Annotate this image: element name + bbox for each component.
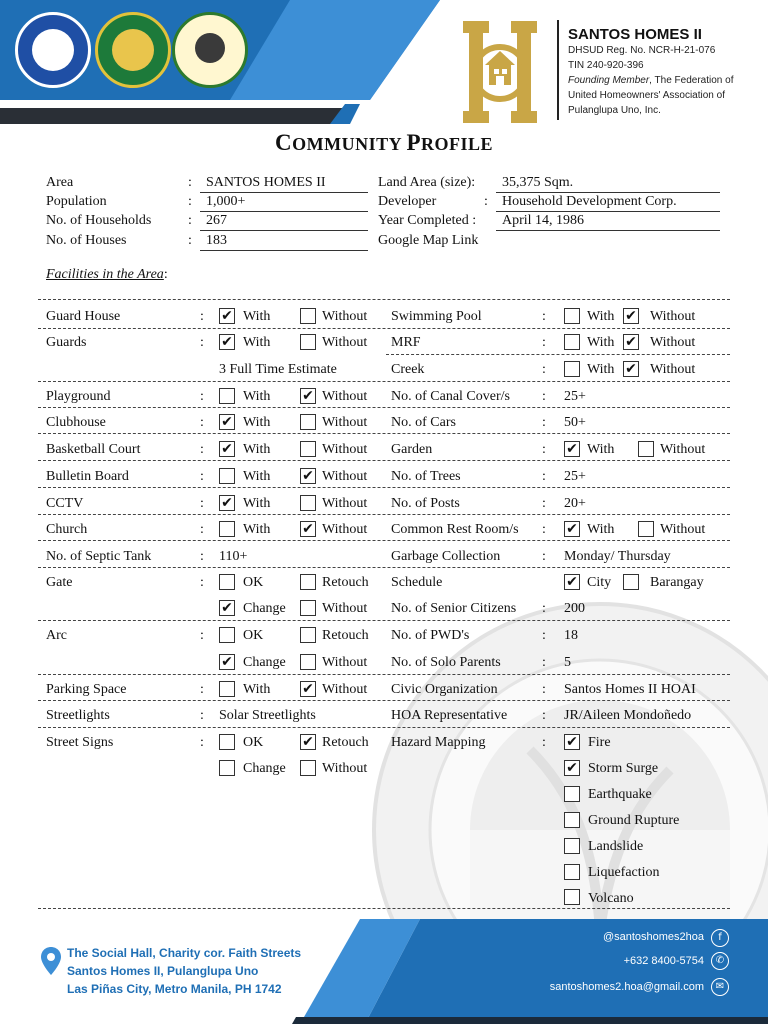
without-label: Without [660, 522, 706, 537]
with-label: With [243, 415, 271, 430]
with-label: With [243, 309, 271, 324]
colon: : [542, 655, 546, 670]
hazard-fire-label: Fire [588, 735, 611, 750]
hazard-ground-rupture-checkbox[interactable] [564, 812, 580, 828]
mrf-label: MRF [391, 335, 421, 350]
land-area-value: 35,375 Sqm. [502, 175, 574, 190]
schedule-city-checkbox[interactable]: ✔ [564, 574, 580, 590]
with-label: With [243, 496, 271, 511]
solo-parents-value: 5 [564, 655, 571, 670]
households-value: 267 [206, 213, 227, 228]
colon: : [542, 549, 546, 564]
colon: : [200, 335, 204, 350]
with-label: With [587, 442, 615, 457]
change-label: Change [243, 655, 286, 670]
parking-without-checkbox[interactable]: ✔ [300, 681, 316, 697]
pwd-value: 18 [564, 628, 578, 643]
civic-organization-value: Santos Homes II HOAI [564, 682, 696, 697]
without-label: Without [650, 309, 696, 324]
civic-organization-label: Civic Organization [391, 682, 498, 697]
guard-house-with-checkbox[interactable]: ✔ [219, 308, 235, 324]
gate-retouch-checkbox[interactable] [300, 574, 316, 590]
posts-value: 20+ [564, 496, 586, 511]
without-label: Without [660, 442, 706, 457]
guard-house-label: Guard House [46, 309, 121, 324]
without-label: Without [322, 335, 368, 350]
row-divider [38, 328, 730, 329]
houses-value: 183 [206, 233, 227, 248]
gate-without-checkbox[interactable] [300, 600, 316, 616]
arc-label: Arc [46, 628, 67, 643]
without-label: Without [650, 335, 696, 350]
row-divider [38, 487, 730, 488]
church-without-checkbox[interactable]: ✔ [300, 521, 316, 537]
streetlights-label: Streetlights [46, 708, 110, 723]
without-label: Without [322, 655, 368, 670]
colon: : [542, 362, 546, 377]
colon: : [188, 175, 192, 190]
federation-line-2: United Homeowners' Association of [568, 90, 725, 101]
septic-tank-value: 110+ [219, 549, 248, 564]
gate-ok-checkbox[interactable] [219, 574, 235, 590]
pwd-label: No. of PWD's [391, 628, 470, 643]
cars-label: No. of Cars [391, 415, 456, 430]
with-label: With [587, 335, 615, 350]
area-value: SANTOS HOMES II [206, 175, 326, 190]
email-icon[interactable]: ✉ [711, 978, 729, 996]
colon: : [542, 708, 546, 723]
retouch-label: Retouch [322, 575, 369, 590]
solo-parents-label: No. of Solo Parents [391, 655, 501, 670]
with-label: With [587, 309, 615, 324]
arc-without-checkbox[interactable] [300, 654, 316, 670]
barangay-label: Barangay [650, 575, 704, 590]
creek-label: Creek [391, 362, 425, 377]
tin: TIN 240-920-396 [568, 60, 644, 71]
basketball-without-checkbox[interactable] [300, 441, 316, 457]
garden-label: Garden [391, 442, 433, 457]
colon: : [200, 415, 204, 430]
trees-label: No. of Trees [391, 469, 461, 484]
septic-tank-label: No. of Septic Tank [46, 549, 152, 564]
streetlights-value: Solar Streetlights [219, 708, 316, 723]
garden-without-checkbox[interactable] [638, 441, 654, 457]
houses-label: No. of Houses [46, 233, 127, 248]
schedule-barangay-checkbox[interactable] [623, 574, 639, 590]
hazard-liquefaction-label: Liquefaction [588, 865, 660, 880]
city-of-las-pinas-seal-icon [95, 12, 171, 88]
street-signs-retouch-checkbox[interactable]: ✔ [300, 734, 316, 750]
row-divider [38, 460, 730, 461]
colon: : [200, 549, 204, 564]
without-label: Without [650, 362, 696, 377]
hazard-ground-rupture-label: Ground Rupture [588, 813, 680, 828]
guards-with-checkbox[interactable]: ✔ [219, 334, 235, 350]
hazard-storm-surge-checkbox[interactable]: ✔ [564, 760, 580, 776]
garbage-collection-label: Garbage Collection [391, 549, 501, 564]
colon: : [200, 575, 204, 590]
city-label: City [587, 575, 612, 590]
row-divider [38, 433, 730, 434]
land-area-label: Land Area (size): [378, 175, 476, 190]
creek-with-checkbox[interactable] [564, 361, 580, 377]
pool-with-checkbox[interactable] [564, 308, 580, 324]
address-line-1: The Social Hall, Charity cor. Faith Streets [67, 946, 302, 960]
without-label: Without [322, 761, 368, 776]
brand-block [568, 26, 733, 118]
senior-citizens-value: 200 [564, 601, 585, 616]
colon: : [200, 628, 204, 643]
row-divider [386, 354, 730, 355]
cars-value: 50+ [564, 415, 586, 430]
row-divider [38, 700, 730, 701]
cctv-with-checkbox[interactable]: ✔ [219, 495, 235, 511]
hoa-representative-label: HOA Representative [391, 708, 508, 723]
colon: : [542, 389, 546, 404]
without-label: Without [322, 389, 368, 404]
population-label: Population [46, 194, 107, 209]
without-label: Without [322, 469, 368, 484]
arc-ok-checkbox[interactable] [219, 627, 235, 643]
ok-label: OK [243, 628, 264, 643]
year-completed-underline [496, 230, 720, 231]
colon: : [484, 194, 488, 209]
street-signs-without-checkbox[interactable] [300, 760, 316, 776]
without-label: Without [322, 496, 368, 511]
brand-divider [557, 20, 559, 120]
hazard-mapping-label: Hazard Mapping [391, 735, 486, 750]
with-label: With [243, 469, 271, 484]
colon: : [542, 601, 546, 616]
colon: : [542, 522, 546, 537]
clubhouse-with-checkbox[interactable]: ✔ [219, 414, 235, 430]
schedule-label: Schedule [391, 575, 443, 590]
ok-label: OK [243, 575, 264, 590]
population-underline [200, 211, 368, 212]
bulletin-board-label: Bulletin Board [46, 469, 129, 484]
facilities-heading: Facilities in the Area: [46, 267, 168, 282]
pool-without-checkbox[interactable]: ✔ [623, 308, 639, 324]
row-divider [38, 514, 730, 515]
reg-no: DHSUD Reg. No. NCR-H-21-076 [568, 45, 716, 56]
row-divider [38, 727, 730, 728]
colon: : [188, 233, 192, 248]
hazard-landslide-checkbox[interactable] [564, 838, 580, 854]
row-divider [38, 540, 730, 541]
guard-house-without-checkbox[interactable] [300, 308, 316, 324]
bulletin-without-checkbox[interactable]: ✔ [300, 468, 316, 484]
cctv-label: CCTV [46, 496, 84, 511]
parking-space-label: Parking Space [46, 682, 127, 697]
address-line-2: Santos Homes II, Pulanglupa Uno [67, 964, 259, 978]
swimming-pool-label: Swimming Pool [391, 309, 482, 324]
arc-retouch-checkbox[interactable] [300, 627, 316, 643]
retouch-label: Retouch [322, 735, 369, 750]
hazard-volcano-label: Volcano [588, 891, 634, 906]
santos-homes-logo-icon [449, 13, 551, 131]
arc-change-checkbox[interactable]: ✔ [219, 654, 235, 670]
phone-number[interactable]: +632 8400-5754 [623, 955, 704, 967]
facebook-handle[interactable]: @santoshomes2hoa [602, 931, 704, 943]
basketball-court-label: Basketball Court [46, 442, 141, 457]
guards-note: 3 Full Time Estimate [219, 362, 337, 377]
colon: : [200, 469, 204, 484]
change-label: Change [243, 761, 286, 776]
barangay-pulanglupa-uno-seal-icon [172, 12, 248, 88]
hazard-earthquake-label: Earthquake [588, 787, 652, 802]
developer-label: Developer [378, 194, 437, 209]
area-underline [200, 192, 368, 193]
retouch-label: Retouch [322, 628, 369, 643]
year-completed-value: April 14, 1986 [502, 213, 585, 228]
year-completed-label: Year Completed : [378, 213, 477, 228]
dhsud-seal-icon [15, 12, 91, 88]
restroom-without-checkbox[interactable] [638, 521, 654, 537]
colon: : [542, 415, 546, 430]
facebook-icon[interactable]: f [711, 929, 729, 947]
row-divider [38, 620, 730, 621]
bulletin-with-checkbox[interactable] [219, 468, 235, 484]
land-area-underline [496, 192, 720, 193]
hazard-landslide-label: Landslide [588, 839, 644, 854]
colon: : [200, 735, 204, 750]
with-label: With [587, 522, 615, 537]
playground-with-checkbox[interactable] [219, 388, 235, 404]
canal-cover-value: 25+ [564, 389, 586, 404]
colon: : [200, 389, 204, 404]
change-label: Change [243, 601, 286, 616]
mrf-with-checkbox[interactable] [564, 334, 580, 350]
developer-underline [496, 211, 720, 212]
with-label: With [243, 522, 271, 537]
without-label: Without [322, 309, 368, 324]
mrf-without-checkbox[interactable]: ✔ [623, 334, 639, 350]
colon: : [542, 496, 546, 511]
row-divider [38, 407, 730, 408]
founding-line: Founding Member, The Federation of [568, 75, 734, 86]
playground-label: Playground [46, 389, 111, 404]
guards-label: Guards [46, 335, 87, 350]
church-label: Church [46, 522, 88, 537]
population-value: 1,000+ [206, 194, 246, 209]
with-label: With [243, 442, 271, 457]
rest-room-label: Common Rest Room/s [391, 522, 519, 537]
row-divider [38, 567, 730, 568]
without-label: Without [322, 415, 368, 430]
cctv-without-checkbox[interactable] [300, 495, 316, 511]
row-divider [38, 381, 730, 382]
street-signs-ok-checkbox[interactable] [219, 734, 235, 750]
gate-label: Gate [46, 575, 73, 590]
clubhouse-label: Clubhouse [46, 415, 106, 430]
phone-icon[interactable]: ✆ [711, 952, 729, 970]
colon: : [188, 213, 192, 228]
footer-address [67, 944, 301, 998]
org-name: SANTOS HOMES II [568, 26, 702, 43]
google-map-link[interactable]: Google Map Link [378, 233, 479, 248]
colon: : [542, 735, 546, 750]
without-label: Without [322, 522, 368, 537]
colon: : [542, 442, 546, 457]
garden-with-checkbox[interactable]: ✔ [564, 441, 580, 457]
email-address[interactable]: santoshomes2.hoa@gmail.com [549, 981, 704, 993]
clubhouse-without-checkbox[interactable] [300, 414, 316, 430]
area-label: Area [46, 175, 74, 190]
hazard-storm-surge-label: Storm Surge [588, 761, 659, 776]
colon: : [542, 469, 546, 484]
garbage-collection-value: Monday/ Thursday [564, 549, 671, 564]
without-label: Without [322, 682, 368, 697]
basketball-with-checkbox[interactable]: ✔ [219, 441, 235, 457]
hazard-volcano-checkbox[interactable] [564, 889, 580, 905]
hazard-fire-checkbox[interactable]: ✔ [564, 734, 580, 750]
restroom-with-checkbox[interactable]: ✔ [564, 521, 580, 537]
households-label: No. of Households [46, 213, 152, 228]
with-label: With [243, 682, 271, 697]
ok-label: OK [243, 735, 264, 750]
colon: : [200, 496, 204, 511]
street-signs-change-checkbox[interactable] [219, 760, 235, 776]
colon: : [542, 309, 546, 324]
guards-without-checkbox[interactable] [300, 334, 316, 350]
senior-citizens-label: No. of Senior Citizens [391, 601, 517, 616]
colon: : [200, 682, 204, 697]
colon: : [542, 682, 546, 697]
colon: : [200, 442, 204, 457]
page-title: COMMUNITY PROFILE [274, 130, 494, 155]
colon: : [200, 708, 204, 723]
colon: : [188, 194, 192, 209]
row-divider [38, 674, 730, 675]
without-label: Without [322, 601, 368, 616]
houses-underline [200, 250, 368, 251]
with-label: With [587, 362, 615, 377]
colon: : [200, 309, 204, 324]
without-label: Without [322, 442, 368, 457]
colon: : [542, 628, 546, 643]
with-label: With [243, 389, 271, 404]
hoa-representative-value: JR/Aileen Mondoñedo [564, 708, 692, 723]
address-line-3: Las Piñas City, Metro Manila, PH 1742 [67, 982, 282, 996]
colon: : [542, 335, 546, 350]
playground-without-checkbox[interactable]: ✔ [300, 388, 316, 404]
gate-change-checkbox[interactable]: ✔ [219, 600, 235, 616]
posts-label: No. of Posts [391, 496, 460, 511]
trees-value: 25+ [564, 469, 586, 484]
hazard-earthquake-checkbox[interactable] [564, 786, 580, 802]
facilities-top-rule [38, 299, 730, 300]
creek-without-checkbox[interactable]: ✔ [623, 361, 639, 377]
hazard-liquefaction-checkbox[interactable] [564, 864, 580, 880]
households-underline [200, 230, 368, 231]
church-with-checkbox[interactable] [219, 521, 235, 537]
canal-cover-label: No. of Canal Cover/s [391, 389, 510, 404]
location-pin-icon [40, 946, 62, 976]
federation-line-3: Pulanglupa Uno, Inc. [568, 105, 661, 116]
colon: : [200, 522, 204, 537]
with-label: With [243, 335, 271, 350]
street-signs-label: Street Signs [46, 735, 114, 750]
parking-with-checkbox[interactable] [219, 681, 235, 697]
developer-value: Household Development Corp. [502, 194, 677, 209]
